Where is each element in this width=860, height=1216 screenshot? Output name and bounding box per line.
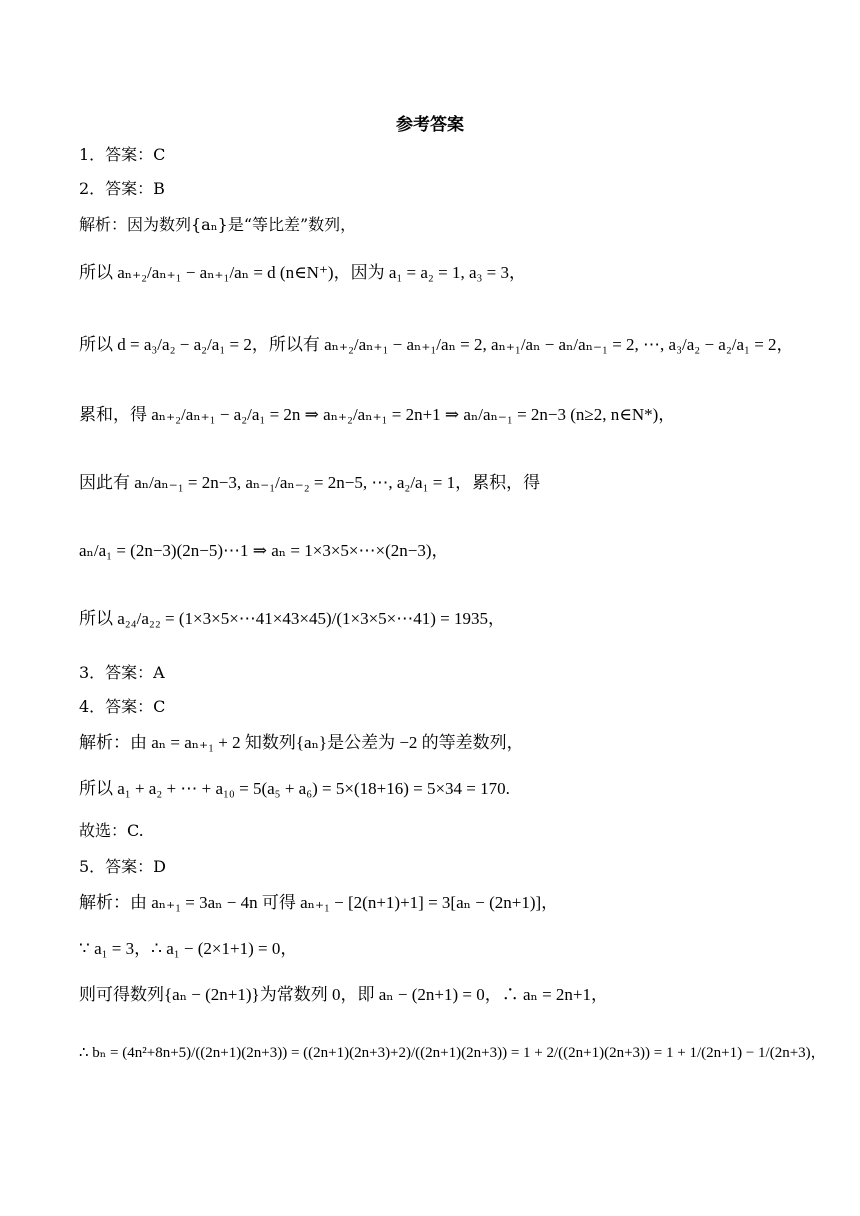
analysis-5-line-1: 解析：由 aₙ₊₁ = 3aₙ − 4n 可得 aₙ₊₁ − [2(n+1)+1] = 3[aₙ − (2n+1)]， [79,893,559,912]
choice-4: 故选：C. [79,821,144,840]
answer-3: 3．答案：A [79,663,165,682]
answer-5: 5．答案：D [79,857,167,876]
analysis-line-2: 所以 aₙ₊₂/aₙ₊₁ − aₙ₊₁/aₙ = d (n∈N⁺)，因为 a₁ = a₂ = 1, a₃ = 3， [79,263,527,282]
analysis-line-7: 所以 a₂₄/a₂₂ = (1×3×5×⋯41×43×45)/(1×3×5×⋯41) = 1935， [79,609,506,628]
analysis-5-line-4: ∴ bₙ = (4n²+8n+5)/((2n+1)(2n+3)) = ((2n+1)(2n+3)+2)/((2n+1)(2n+3)) = 1 + 2/((2n+1)(2n+3)) = 1 + 1/(2n+1) − 1/(2n+3)， [79,1045,826,1061]
page-title: 参考答案 [396,115,464,135]
answer-2: 2．答案：B [79,179,165,198]
answer-1: 1．答案：C [79,145,166,164]
analysis-line-4: 累和，得 aₙ₊₂/aₙ₊₁ − a₂/a₁ = 2n ⇒ aₙ₊₂/aₙ₊₁ = 2n+1 ⇒ aₙ/aₙ₋₁ = 2n−3 (n≥2, n∈N*)， [79,405,676,424]
analysis-4-line-1: 解析：由 aₙ = aₙ₊₁ + 2 知数列{aₙ}是公差为 −2 的等差数列， [79,733,524,752]
analysis-line-5: 因此有 aₙ/aₙ₋₁ = 2n−3, aₙ₋₁/aₙ₋₂ = 2n−5, ⋯, a₂/a₁ = 1，累积，得 [79,473,541,492]
analysis-5-line-2: ∵ a₁ = 3，∴ a₁ − (2×1+1) = 0， [79,939,298,958]
analysis-line-6: aₙ/a₁ = (2n−3)(2n−5)⋯1 ⇒ aₙ = 1×3×5×⋯×(2n−3)， [79,541,449,560]
analysis-line-3: 所以 d = a₃/a₂ − a₂/a₁ = 2，所以有 aₙ₊₂/aₙ₊₁ − aₙ₊₁/aₙ = 2, aₙ₊₁/aₙ − aₙ/aₙ₋₁ = 2, ⋯, a₃/a₂ − a₂/a₁ = 2， [79,335,794,354]
analysis-line-1: 解析：因为数列{aₙ}是“等比差”数列， [79,215,357,234]
analysis-5-line-3: 则可得数列{aₙ − (2n+1)}为常数列 0，即 aₙ − (2n+1) = 0，∴ aₙ = 2n+1， [79,985,609,1004]
analysis-4-line-2: 所以 a₁ + a₂ + ⋯ + a₁₀ = 5(a₅ + a₆) = 5×(18+16) = 5×34 = 170. [79,779,510,798]
answer-4: 4．答案：C [79,697,166,716]
